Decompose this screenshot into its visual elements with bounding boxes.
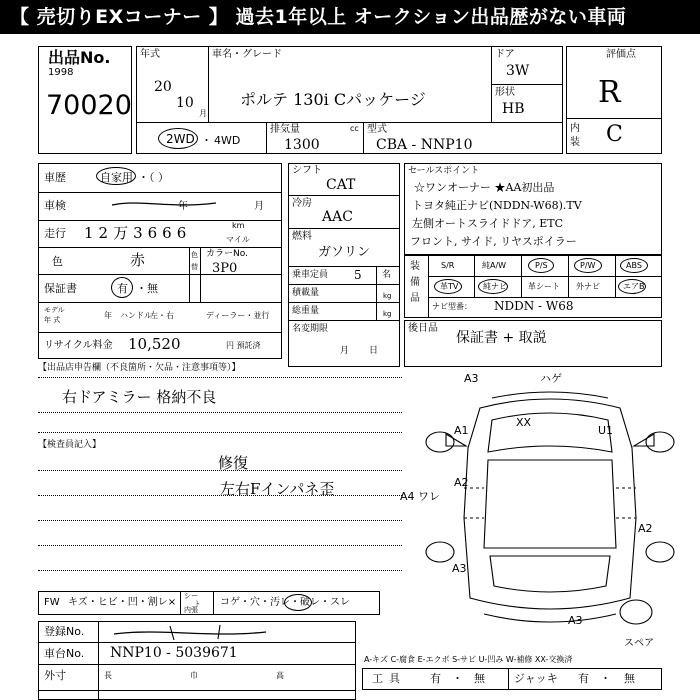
color-value: 赤 bbox=[130, 251, 146, 269]
equip-ps: P/S bbox=[535, 261, 548, 270]
sales-line-4: フロント, サイド, リヤスポイラー bbox=[410, 235, 577, 248]
jack-yes: 有 bbox=[578, 672, 589, 685]
shaken-label: 車検 bbox=[44, 199, 66, 212]
chassis-value: NNP10 - 5039671 bbox=[110, 645, 238, 661]
fw-items: キズ・ヒビ・凹・割レ× bbox=[68, 597, 177, 608]
equip-aw: 純A/W bbox=[482, 261, 507, 270]
disp-unit: cc bbox=[350, 124, 359, 133]
iro-kae-2: 替 bbox=[191, 263, 198, 271]
warranty-circle bbox=[111, 277, 133, 298]
weight-label: 総重量 bbox=[292, 306, 320, 316]
name-change-label: 名変期限 bbox=[292, 324, 329, 334]
mark-a1: A1 bbox=[454, 424, 469, 437]
model-year-label-2: 年 式 bbox=[44, 316, 61, 324]
lot-number: 70020 bbox=[46, 90, 132, 121]
year-value: 20 bbox=[154, 79, 172, 95]
inspector-label: 【検査員記入】 bbox=[38, 440, 102, 450]
drive-sep: ・ bbox=[201, 134, 212, 147]
month-unit: 月 bbox=[199, 109, 207, 118]
navi-value: NDDN - W68 bbox=[494, 299, 574, 313]
equip-navi-circle bbox=[478, 279, 508, 294]
equip-sr: S/R bbox=[441, 261, 455, 270]
tools-frame bbox=[362, 668, 662, 690]
size-long: 長 bbox=[104, 671, 112, 680]
drive-4wd: 4WD bbox=[214, 134, 241, 147]
equip-label-1: 装 bbox=[410, 261, 420, 272]
inspector-line-2: 左右Fインパネ歪 bbox=[220, 480, 335, 498]
load-unit: kg bbox=[383, 292, 392, 300]
lot-label: 出品No. bbox=[48, 48, 111, 67]
shaken-gatsu: 月 bbox=[254, 201, 264, 212]
sales-line-3: 左側オートスライドドア, ETC bbox=[412, 217, 564, 230]
fuel-label: 燃料 bbox=[292, 231, 312, 242]
sales-line-1: ☆ワンオーナー ★AA初出品 bbox=[414, 181, 555, 194]
tools-yes: 有 bbox=[430, 672, 441, 685]
colorno-value: 3P0 bbox=[212, 261, 238, 276]
jack-sep: ・ bbox=[600, 672, 611, 685]
color-label: 色 bbox=[52, 255, 63, 268]
seat-label-1: シー bbox=[184, 592, 198, 600]
shift-value: CAT bbox=[326, 177, 356, 193]
dealer-label: ディーラー・並行 bbox=[206, 311, 270, 320]
drive-2wd-circle bbox=[158, 128, 198, 149]
score-label: 評価点 bbox=[606, 49, 636, 60]
recycle-value: 10,520 bbox=[128, 335, 181, 353]
door-value: 3W bbox=[506, 63, 530, 79]
fw-label: FW bbox=[44, 597, 60, 608]
capacity-unit: 名 bbox=[382, 270, 392, 280]
capacity-label: 乗車定員 bbox=[292, 270, 329, 280]
tools-no: 無 bbox=[474, 672, 485, 685]
handle-value: 左・右 bbox=[150, 311, 174, 320]
reg-label: 登録No. bbox=[44, 625, 85, 638]
seat-label-2: ト bbox=[194, 600, 201, 608]
door-label: ドア bbox=[495, 49, 515, 60]
name-label: 車名・グレード bbox=[212, 49, 282, 60]
rekishi-circle bbox=[96, 167, 136, 185]
rekishi-label: 車歴 bbox=[44, 171, 66, 184]
equip-seat: 革シート bbox=[528, 282, 560, 291]
mark-a3-left: A3 bbox=[452, 562, 467, 575]
equip-label-2: 備 bbox=[410, 277, 420, 288]
fuel-value: ガソリン bbox=[318, 245, 371, 260]
interior-label-1: 内 bbox=[570, 123, 580, 134]
mark-a2-left: A2 bbox=[454, 476, 469, 489]
equip-airbag: エアB bbox=[623, 282, 645, 291]
model-year-label-1: モデル bbox=[44, 306, 65, 314]
equip-tv-circle bbox=[434, 279, 462, 294]
weight-unit: kg bbox=[383, 310, 392, 318]
chassis-label: 車台No. bbox=[44, 647, 85, 660]
mark-hage: ハゲ bbox=[540, 372, 562, 385]
notice-label: 【出品店申告欄（不良箇所・欠品・注意事項等）】 bbox=[38, 363, 241, 373]
size-label: 外寸 bbox=[44, 669, 66, 682]
tools-label: 工具 bbox=[372, 672, 406, 685]
jack-no: 無 bbox=[624, 672, 635, 685]
month-value: 10 bbox=[176, 95, 194, 111]
car-damage-diagram bbox=[400, 368, 700, 658]
notice-text: 右ドアミラー 格納不良 bbox=[62, 388, 217, 406]
equip-abs-circle bbox=[620, 258, 648, 273]
model-year-unit: 年 bbox=[104, 311, 112, 320]
after-value: 保証書 + 取説 bbox=[456, 330, 547, 346]
colorno-label: カラーNo. bbox=[206, 249, 248, 259]
rekishi-value: 自家用 bbox=[100, 171, 133, 184]
interior-value: C bbox=[606, 122, 623, 147]
tools-sep: ・ bbox=[452, 672, 463, 685]
score-value: R bbox=[598, 75, 621, 110]
shift-label: シフト bbox=[292, 165, 322, 176]
disp-label: 排気量 bbox=[270, 124, 300, 135]
equip-tv: 革TV bbox=[440, 282, 459, 291]
mile-unit: マイル bbox=[226, 235, 250, 244]
type-label: 型式 bbox=[367, 124, 387, 135]
aircon-label: 冷房 bbox=[292, 198, 312, 209]
drive-2wd: 2WD bbox=[166, 132, 195, 146]
equip-pw: P/W bbox=[580, 261, 596, 270]
disp-value: 1300 bbox=[284, 137, 320, 153]
equip-abs: ABS bbox=[626, 261, 642, 270]
warranty-yes: 有 bbox=[117, 282, 128, 295]
equip-airbag-circle bbox=[618, 279, 646, 294]
shape-value: HB bbox=[502, 101, 525, 117]
mileage-value: 12万3666 bbox=[84, 224, 192, 242]
size-wide: 巾 bbox=[190, 671, 198, 680]
equip-ps-circle bbox=[528, 258, 554, 273]
after-label: 後日品 bbox=[408, 323, 438, 334]
mark-a2-right: A2 bbox=[638, 522, 653, 535]
mileage-label: 走行 bbox=[44, 227, 66, 240]
stain-circle bbox=[284, 594, 312, 611]
recycle-unit: 円 預託済 bbox=[226, 341, 261, 350]
shaken-nen: 年 bbox=[178, 201, 188, 212]
load-label: 積載量 bbox=[292, 288, 320, 298]
lot-year-tag: 1998 bbox=[48, 67, 74, 78]
damage-legend: A-キズ C-腐食 E-エクボ S-サビ U-凹み W-補修 XX-交換済 bbox=[364, 655, 573, 664]
warranty-label: 保証書 bbox=[44, 282, 77, 295]
mark-xx: XX bbox=[516, 416, 532, 429]
size-high: 高 bbox=[276, 671, 284, 680]
equip-ext-navi: 外ナビ bbox=[576, 282, 600, 291]
spare-label: スペア bbox=[624, 638, 654, 649]
name-change-unit: 月日 bbox=[340, 346, 399, 356]
nenshiki-label: 年式 bbox=[140, 49, 160, 60]
reg-strike bbox=[110, 622, 270, 642]
sales-line-2: トヨタ純正ナビ(NDDN-W68).TV bbox=[412, 199, 582, 212]
sales-label: セールスポイント bbox=[408, 166, 480, 176]
equip-navi: 純ナビ bbox=[483, 282, 507, 291]
km-unit: km bbox=[232, 221, 245, 230]
warranty-no: ・無 bbox=[136, 282, 158, 295]
mark-u1: U1 bbox=[598, 424, 614, 437]
capacity-value: 5 bbox=[354, 268, 362, 282]
header-banner: 【 売切りEXコーナー 】 過去1年以上 オークション出品歴がない車両 bbox=[0, 0, 700, 34]
equip-label-3: 品 bbox=[410, 293, 420, 304]
iro-kae-1: 色 bbox=[191, 251, 198, 259]
shaken-strike bbox=[110, 195, 220, 213]
inspector-line-1: 修復 bbox=[218, 454, 249, 472]
recycle-label: リサイクル料金 bbox=[44, 340, 113, 351]
mark-a3-bottom: A3 bbox=[568, 614, 583, 627]
jack-label: ジャッキ bbox=[514, 672, 558, 685]
mid-frame bbox=[288, 163, 400, 367]
mark-a4: A4 ワレ bbox=[400, 490, 441, 503]
rekishi-rest: ・（ ） bbox=[138, 171, 169, 184]
car-name-value: ポルテ 130i Cパッケージ bbox=[240, 90, 426, 109]
equip-pw-circle bbox=[574, 258, 602, 273]
seat-label-3: 内張 bbox=[184, 606, 198, 614]
type-value: CBA - NNP10 bbox=[376, 137, 473, 153]
mark-a3-top-left: A3 bbox=[464, 372, 479, 385]
navi-label: ナビ型番： bbox=[432, 302, 472, 311]
shape-label: 形状 bbox=[495, 87, 515, 98]
interior-label-2: 装 bbox=[570, 137, 580, 148]
aircon-value: AAC bbox=[322, 209, 353, 225]
seat-items: コゲ・穴・汚レ・破レ・スレ bbox=[220, 597, 350, 608]
handle-label: ハンドル bbox=[120, 311, 152, 320]
